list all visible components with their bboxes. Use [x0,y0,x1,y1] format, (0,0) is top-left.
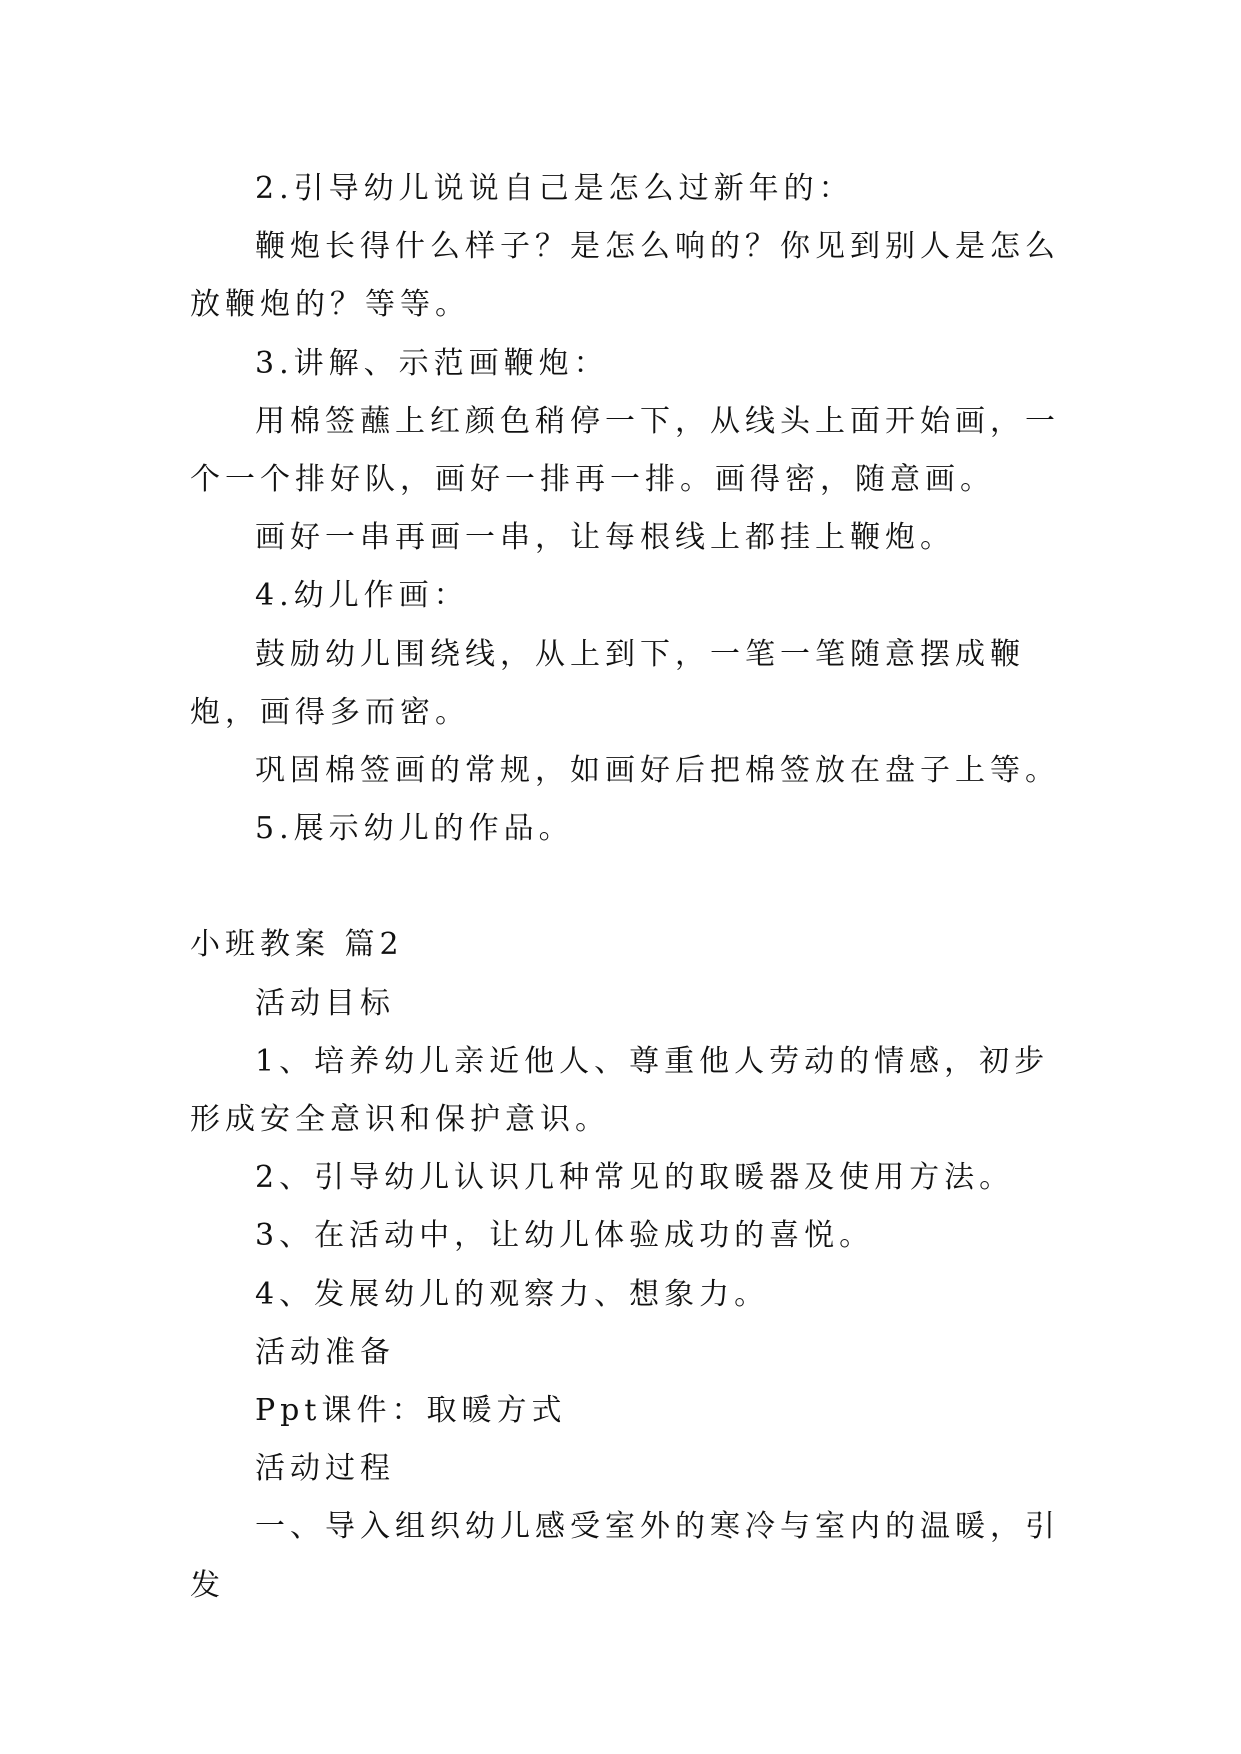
paragraph: 1、培养幼儿亲近他人、尊重他人劳动的情感，初步形成安全意识和保护意识。 [190,1043,1050,1138]
paragraph: 2、引导幼儿认识几种常见的取暖器及使用方法。 [255,1160,1015,1196]
paragraph: 3、在活动中，让幼儿体验成功的喜悦。 [255,1218,875,1254]
paragraph: Ppt课件：取暖方式 [255,1393,567,1429]
paragraph: 活动准备 [255,1334,395,1370]
paragraph: 3.讲解、示范画鞭炮： [255,345,609,381]
paragraph: 2.引导幼儿说说自己是怎么过新年的： [255,171,854,206]
paragraph: 活动目标 [255,985,395,1021]
paragraph: 5.展示幼儿的作品。 [255,811,574,847]
paragraph: 4、发展幼儿的观察力、想象力。 [255,1276,770,1312]
paragraph: 鼓励幼儿围绕线，从上到下，一笔一笔随意摆成鞭炮，画得多而密。 [190,636,1025,730]
paragraph: 用棉签蘸上红颜色稍停一下，从线头上面开始画，一个一个排好队，画好一排再一排。画得密，随意画。 [190,403,1060,498]
document-body [190,160,1070,1615]
paragraph: 4.幼儿作画： [255,578,469,614]
section-title: 小班教案 篇2 [190,927,404,963]
paragraph: 鞭炮长得什么样子？是怎么响的？你见到别人是怎么放鞭炮的？等等。 [190,229,1060,323]
paragraph: 活动过程 [255,1451,395,1487]
paragraph: 画好一串再画一串，让每根线上都挂上鞭炮。 [255,520,955,556]
section-spacer [190,858,1070,916]
paragraph: 一、导入组织幼儿感受室外的寒冷与室内的温暖，引发 [190,1509,1060,1603]
paragraph: 巩固棉签画的常规，如画好后把棉签放在盘子上等。 [255,753,1060,789]
